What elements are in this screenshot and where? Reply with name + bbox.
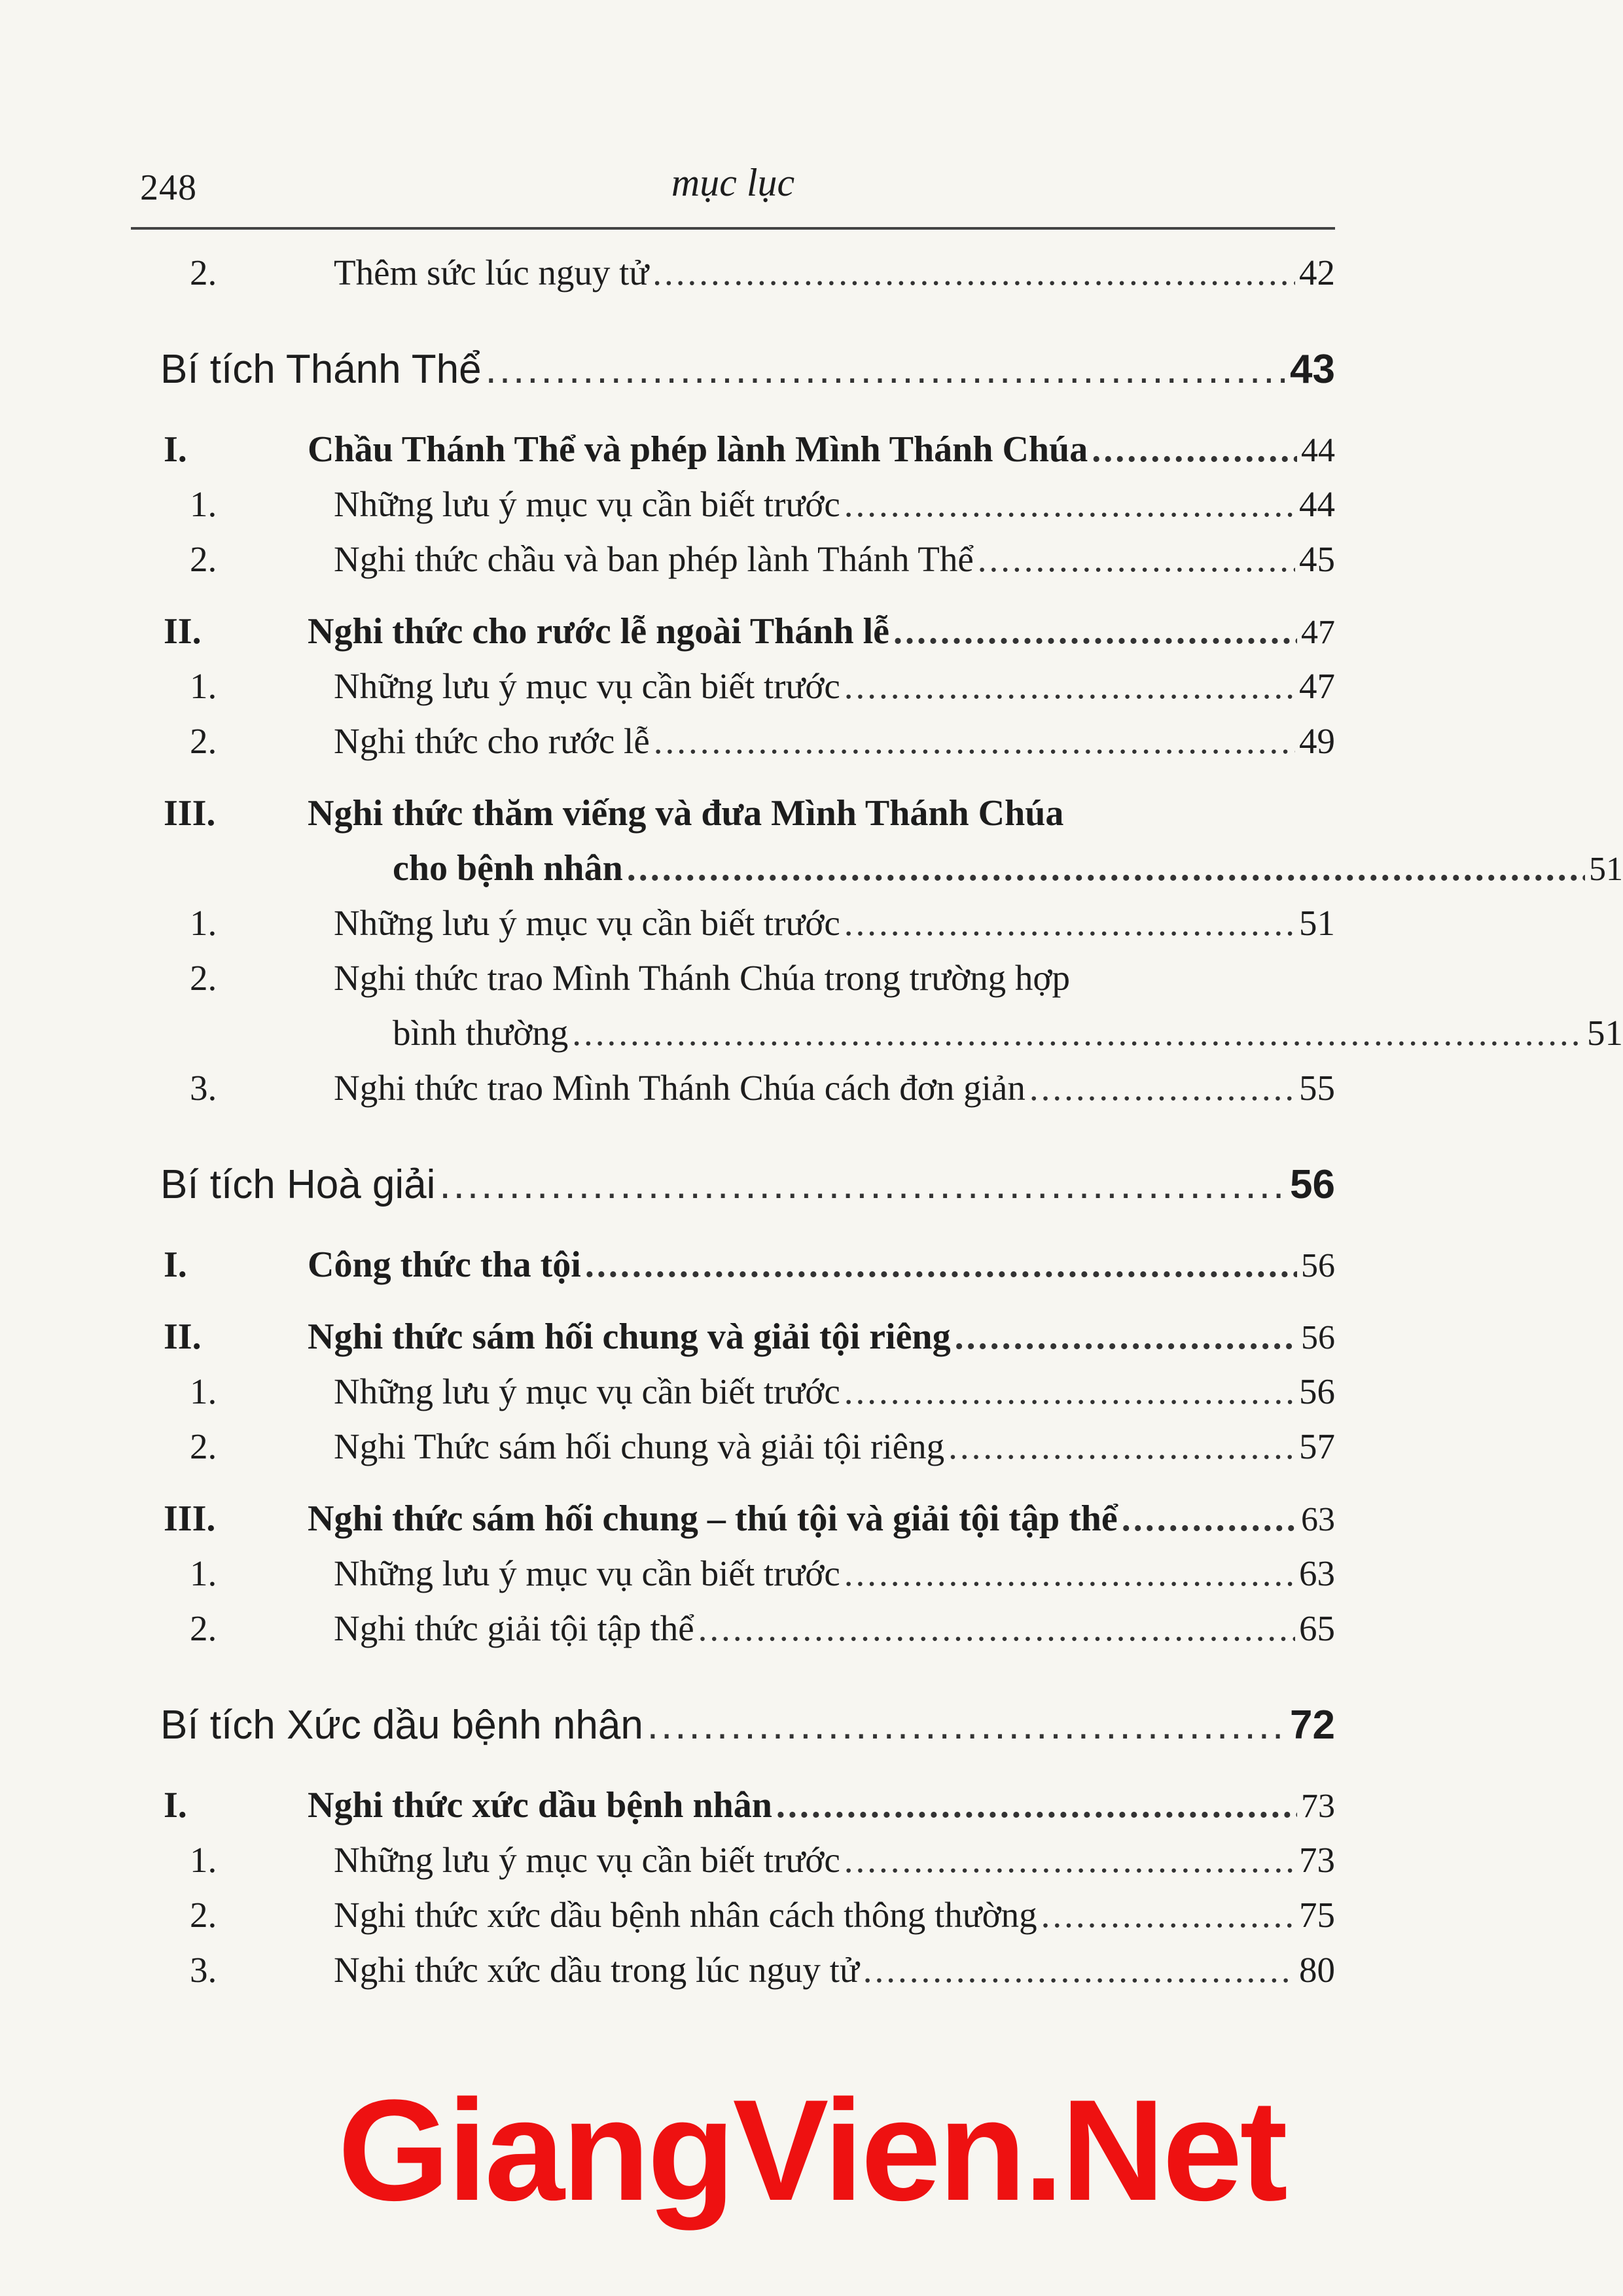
toc-item [105,1553,1335,1608]
toc-item [105,1839,1335,1894]
item-number: 2. [190,1895,217,1935]
chapter-page: 56 [1290,1162,1335,1207]
section-title: Nghi thức sám hối chung và giải tội riêng [308,1316,951,1357]
section-title: Chầu Thánh Thể và phép lành Mình Thánh Chúa [308,429,1088,470]
toc-item-continuation [105,1012,1623,1067]
item-number: 1. [190,1371,217,1411]
dot-leader [1092,429,1297,470]
section-heading [105,792,1335,847]
item-text: Nghi thức chầu và ban phép lành Thánh Thể [334,539,974,579]
item-text: Nghi thức giải tội tập thể [334,1608,694,1648]
section-heading [105,1316,1335,1371]
dot-leader [844,902,1295,944]
item-number: 1. [190,903,217,943]
item-number: 2. [190,253,217,292]
section-number: I. [164,1245,187,1285]
section-title: Công thức tha tội [308,1245,581,1285]
toc-item [105,1371,1335,1426]
chapter-heading [105,1702,1335,1767]
section-number: I. [164,1785,187,1826]
item-page: 57 [1299,1426,1335,1466]
item-page: 47 [1299,666,1335,706]
dot-leader [863,1949,1295,1990]
item-page: 42 [1299,253,1335,292]
item-page: 45 [1299,539,1335,579]
dot-leader [698,1608,1295,1649]
item-number: 3. [190,1068,217,1108]
section-number: III. [164,1498,216,1539]
dot-leader [978,539,1295,580]
item-text: Nghi thức xức dầu bệnh nhân cách thông thường [334,1895,1037,1935]
item-number: 2. [190,721,217,761]
item-text: Những lưu ý mục vụ cần biết trước [334,1371,840,1411]
item-text: Những lưu ý mục vụ cần biết trước [334,1840,840,1880]
toc-item [105,1949,1335,2004]
chapter-title: Bí tích Thánh Thể [160,347,482,392]
section-title: Nghi thức sám hối chung – thú tội và giải tội tập thể [308,1498,1118,1539]
item-text: Nghi thức cho rước lễ [334,721,650,761]
item-text-line2: bình thường [393,1013,569,1053]
section-number: III. [164,793,216,834]
item-page: 49 [1299,721,1335,761]
item-text: Những lưu ý mục vụ cần biết trước [334,666,840,706]
page-header [131,154,1335,226]
toc-item [105,902,1335,957]
section-page: 73 [1301,1788,1335,1825]
dot-leader [439,1161,1286,1208]
toc-item [105,484,1335,539]
header-rule [131,227,1335,230]
item-page: 56 [1299,1371,1335,1411]
section-page: 51 [1589,851,1623,888]
table-of-contents [105,252,1623,2004]
section-page: 44 [1301,432,1335,469]
item-page: 51 [1587,1013,1623,1053]
item-number: 1. [190,1553,217,1593]
chapter-heading [105,346,1335,412]
item-number: 3. [190,1950,217,1990]
section-heading [105,610,1335,665]
section-heading [105,1244,1335,1299]
toc-item [105,1067,1335,1122]
toc-item [105,1426,1335,1481]
item-page: 55 [1299,1068,1335,1108]
section-number: II. [164,1316,202,1357]
item-page: 65 [1299,1608,1335,1648]
item-page: 80 [1299,1950,1335,1990]
toc-item [105,539,1335,593]
dot-leader [1029,1067,1295,1108]
item-page: 63 [1299,1553,1335,1593]
item-number: 1. [190,1840,217,1880]
item-number: 2. [190,1608,217,1648]
page-number: 248 [140,168,197,208]
item-text: Những lưu ý mục vụ cần biết trước [334,903,840,943]
toc-item [105,1894,1335,1949]
section-title: Nghi thức cho rước lễ ngoài Thánh lễ [308,611,890,652]
dot-leader [647,1702,1286,1748]
item-text: Những lưu ý mục vụ cần biết trước [334,484,840,524]
dot-leader [776,1784,1297,1826]
section-title: Nghi thức xức dầu bệnh nhân [308,1785,772,1826]
item-page: 75 [1299,1895,1335,1935]
section-page: 56 [1301,1319,1335,1356]
item-number: 1. [190,666,217,706]
chapter-page: 72 [1290,1703,1335,1748]
dot-leader [572,1012,1583,1053]
item-text: Thêm sức lúc nguy tử [334,253,649,292]
item-page: 73 [1299,1840,1335,1880]
item-page: 44 [1299,484,1335,524]
chapter-title: Bí tích Hoà giải [160,1162,436,1207]
dot-leader [893,610,1297,652]
section-number: II. [164,611,202,652]
dot-leader [627,847,1585,889]
dot-leader [585,1244,1297,1286]
chapter-page: 43 [1290,347,1335,392]
item-number: 2. [190,1426,217,1466]
dot-leader [844,484,1295,525]
section-heading [105,429,1335,484]
dot-leader [844,665,1295,707]
item-number: 2. [190,958,217,998]
item-text: Những lưu ý mục vụ cần biết trước [334,1553,840,1593]
dot-leader [844,1553,1295,1594]
site-watermark: GiangVien.Net [338,2070,1285,2231]
toc-item [105,665,1335,720]
running-title: mục lục [671,161,795,204]
toc-item [105,1608,1335,1663]
item-text: Nghi Thức sám hối chung và giải tội riêng [334,1426,945,1466]
section-heading [105,1784,1335,1839]
item-number: 2. [190,539,217,579]
section-page: 47 [1301,614,1335,651]
section-heading [105,1498,1335,1553]
chapter-title: Bí tích Xức dầu bệnh nhân [160,1703,643,1748]
toc-item [105,252,1335,307]
toc-item [105,957,1335,1012]
dot-leader [652,252,1295,293]
chapter-heading [105,1161,1335,1227]
section-page: 63 [1301,1501,1335,1538]
dot-leader [486,346,1286,393]
item-text-line1: Nghi thức trao Mình Thánh Chúa trong trường hợp [334,958,1070,998]
dot-leader [1041,1894,1295,1935]
dot-leader [1122,1498,1297,1540]
section-page: 56 [1301,1247,1335,1284]
dot-leader [955,1316,1297,1358]
dot-leader [948,1426,1295,1467]
section-number: I. [164,429,187,470]
dot-leader [844,1371,1295,1412]
toc-item [105,720,1335,775]
item-page: 51 [1299,903,1335,943]
section-title-line2: cho bệnh nhân [393,848,623,889]
dot-leader [844,1839,1295,1881]
dot-leader [654,720,1295,762]
section-heading-continuation [105,847,1623,902]
item-text: Nghi thức trao Mình Thánh Chúa cách đơn giản [334,1068,1026,1108]
item-text: Nghi thức xức dầu trong lúc nguy tử [334,1950,859,1990]
item-number: 1. [190,484,217,524]
section-title-line1: Nghi thức thăm viếng và đưa Mình Thánh Chúa [308,793,1064,834]
